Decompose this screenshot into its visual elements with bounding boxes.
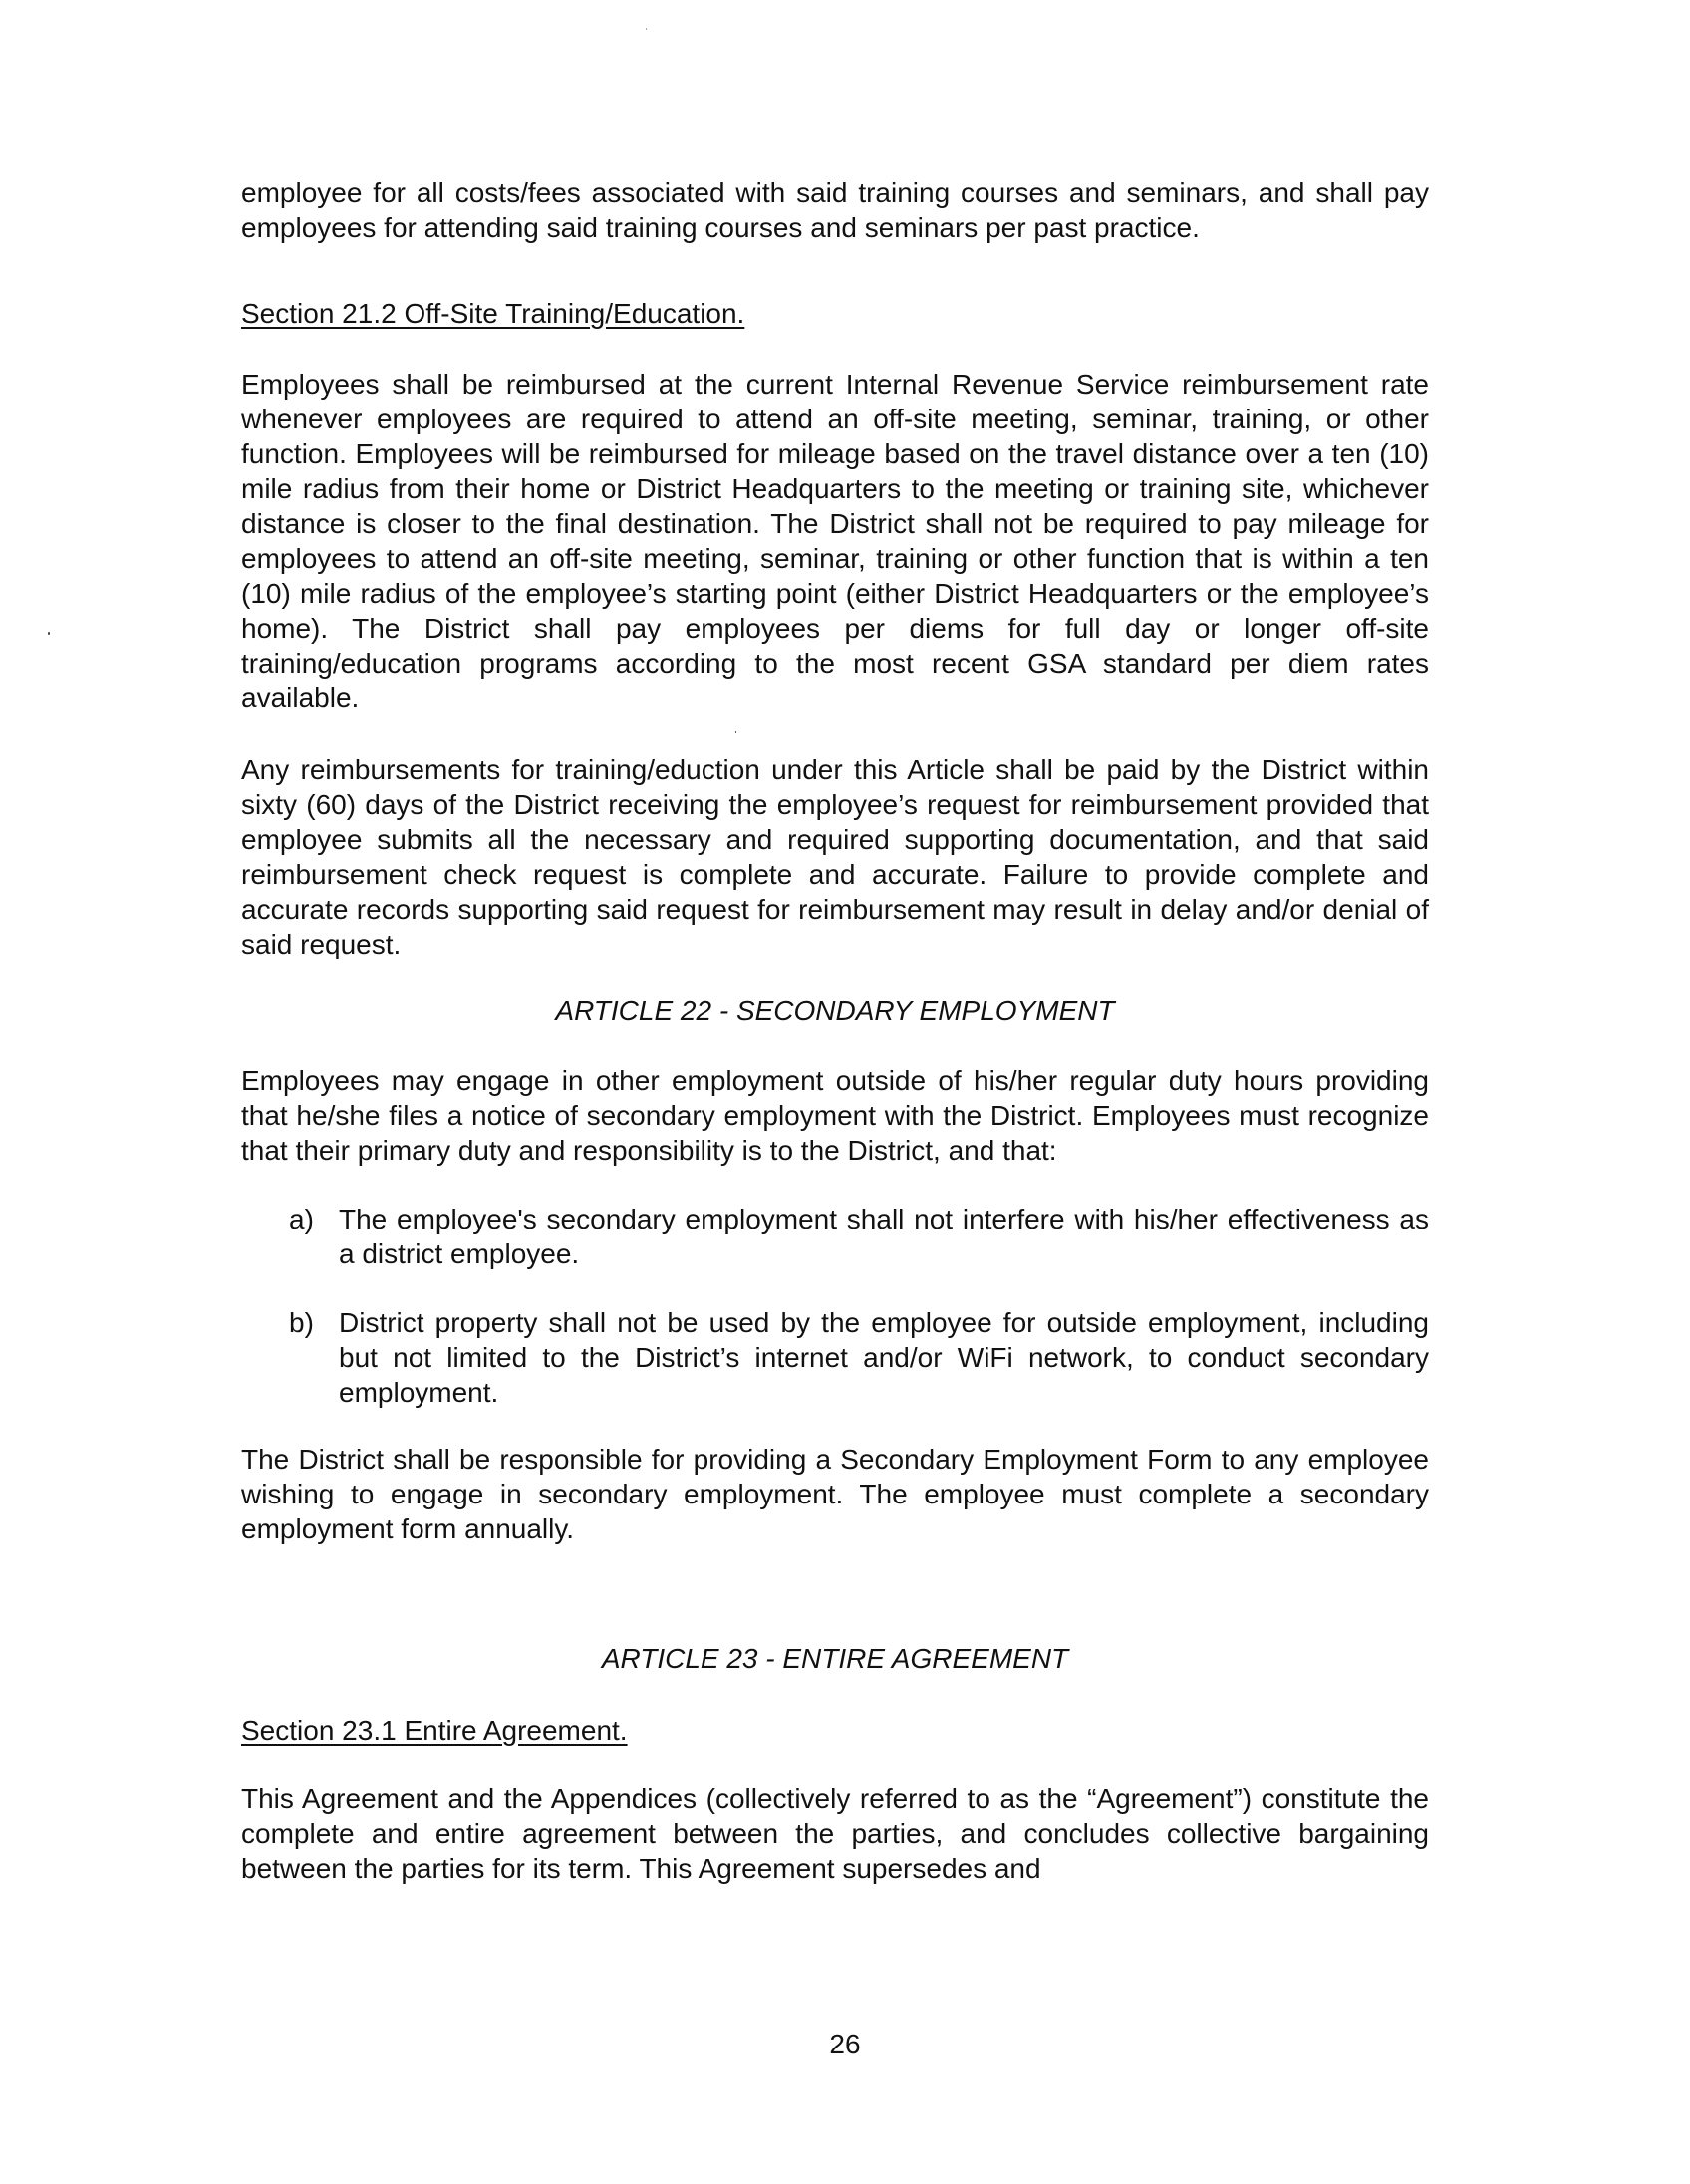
scan-speck	[646, 28, 647, 30]
list-item-text: The employee's secondary employment shall not interfere with his/her effectiveness as a district employee.	[339, 1204, 1429, 1269]
list-marker: a)	[289, 1204, 314, 1234]
list-marker: b)	[289, 1307, 314, 1338]
page-number: 26	[829, 2029, 861, 2059]
list-item	[289, 1202, 1429, 1271]
scan-speck	[48, 632, 50, 635]
offsite-training-paragraph: Employees shall be reimbursed at the current Internal Revenue Service reimbursement rate whenever employees are required to attend an off-site meeting, seminar, training, or other function. Employees will be reimbursed for mileage based on the travel distance over a ten (10) mile radius from their home or District Headquarters to the meeting or training site, whichever distance is closer to the final destination. The District shall not be required to pay mileage for employees to attend an off-site meeting, seminar, training or other function that is within a ten (10) mile radius of the employee’s starting point (either District Headquarters or the employee’s home). The District shall pay employees per diems for full day or longer off-site training/education programs according to the most recent GSA standard per diem rates available.	[241, 369, 1429, 713]
article-23-heading: ARTICLE 23 - ENTIRE AGREEMENT	[601, 1643, 1069, 1674]
section-21-2-title: Section 21.2 Off-Site Training/Education.	[241, 298, 745, 329]
article-22-heading: ARTICLE 22 - SECONDARY EMPLOYMENT	[555, 995, 1115, 1026]
scan-speck	[735, 731, 736, 733]
secondary-form-paragraph: The District shall be responsible for providing a Secondary Employment Form to any employee wishing to engage in secondary employment. The employee must complete a secondary employment form annually.	[241, 1444, 1429, 1544]
intro-paragraph: employee for all costs/fees associated with said training courses and seminars, and shall pay employees for attending said training courses and seminars per past practice.	[241, 177, 1429, 243]
section-23-1-title: Section 23.1 Entire Agreement.	[241, 1715, 628, 1746]
list-item-text: District property shall not be used by the employee for outside employment, including but not limited to the District’s internet and/or WiFi network, to conduct secondary employment.	[339, 1307, 1429, 1408]
entire-agreement-paragraph: This Agreement and the Appendices (collectively referred to as the “Agreement”) constitute the complete and entire agreement between the parties, and concludes collective bargaining between the parties for its term. This Agreement supersedes and	[241, 1783, 1429, 1884]
list-item	[289, 1305, 1429, 1410]
reimbursement-paragraph: Any reimbursements for training/eduction under this Article shall be paid by the District within sixty (60) days of the District receiving the employee’s request for reimbursement provided that employee submits all the necessary and required supporting documentation, and that said reimbursement check request is complete and accurate. Failure to provide complete and accurate records supporting said request for reimbursement may result in delay and/or denial of said request.	[241, 754, 1429, 959]
secondary-employment-paragraph: Employees may engage in other employment outside of his/her regular duty hours providing that he/she files a notice of secondary employment with the District. Employees must recognize that their primary duty and responsibility is to the District, and that:	[241, 1065, 1429, 1166]
